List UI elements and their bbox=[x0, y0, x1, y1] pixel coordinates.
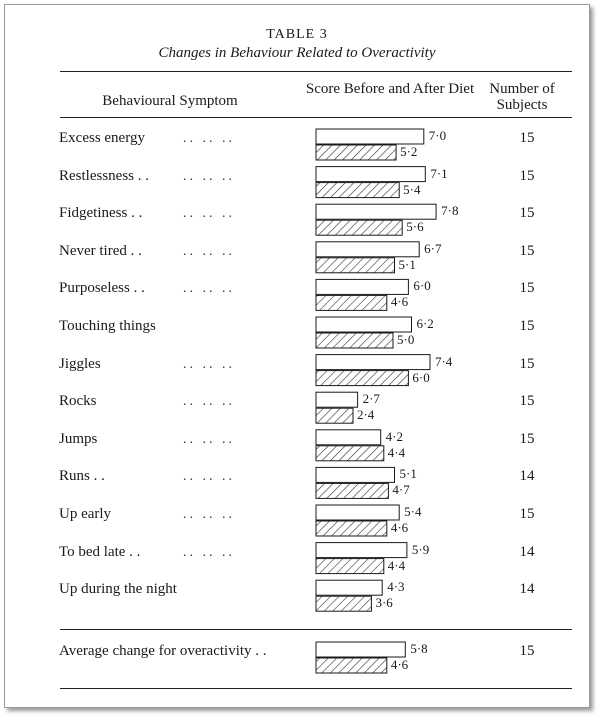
before-bar-purposeless bbox=[316, 279, 408, 294]
subjects-count: 15 bbox=[519, 355, 535, 372]
after-value-up-early: 4·6 bbox=[390, 520, 409, 535]
row-label-up-early: Up early bbox=[59, 506, 112, 522]
subjects-count: 14 bbox=[519, 468, 535, 485]
dot-leader: .. .. .. bbox=[183, 206, 235, 222]
after-value-to-bed-late: 4·4 bbox=[387, 557, 406, 573]
after-value-runs: 4·7 bbox=[392, 482, 410, 498]
row-label-average-change-for-overactivity: Average change for overactivity . . bbox=[59, 643, 267, 659]
row-label-fidgetiness: Fidgetiness . . bbox=[59, 205, 143, 222]
dot-leader: .. .. .. bbox=[183, 507, 235, 522]
after-bar-jiggles bbox=[316, 371, 408, 386]
before-value-jumps: 4·2 bbox=[385, 428, 404, 444]
before-value-average-change-for-overactivity: 5·8 bbox=[410, 641, 428, 656]
before-bar-to-bed-late bbox=[316, 543, 407, 558]
after-bar-jumps bbox=[316, 446, 384, 461]
before-value-restlessness: 7·1 bbox=[430, 165, 448, 181]
table-caption: Changes in Behaviour Related to Overactivity bbox=[158, 45, 436, 61]
before-value-excess-energy: 7·0 bbox=[428, 128, 447, 143]
after-value-fidgetiness: 5·6 bbox=[406, 219, 424, 235]
dot-leader: .. .. .. bbox=[183, 243, 235, 259]
dot-leader: .. .. .. bbox=[183, 544, 235, 560]
dot-leader: .. .. .. bbox=[183, 131, 235, 146]
after-bar-purposeless bbox=[316, 295, 387, 310]
after-bar-to-bed-late bbox=[316, 559, 384, 574]
subjects-count: 15 bbox=[519, 318, 535, 334]
row-label-rocks: Rocks bbox=[59, 393, 97, 410]
row-label-excess-energy: Excess energy bbox=[59, 130, 145, 146]
dot-leader: .. .. .. bbox=[183, 394, 235, 410]
before-bar-jiggles bbox=[316, 355, 430, 370]
after-bar-up-early bbox=[316, 521, 387, 536]
after-value-up-during-the-night: 3·6 bbox=[375, 595, 393, 611]
after-value-restlessness: 5·4 bbox=[403, 181, 421, 197]
after-bar-restlessness bbox=[316, 183, 399, 198]
header-symptom: Behavioural Symptom bbox=[102, 93, 238, 109]
after-value-never-tired: 5·1 bbox=[398, 256, 416, 272]
before-bar-excess-energy bbox=[316, 129, 424, 144]
after-value-jiggles: 6·0 bbox=[412, 369, 430, 385]
subjects-count: 15 bbox=[519, 643, 535, 659]
before-value-to-bed-late: 5·9 bbox=[411, 541, 430, 557]
header-subjects: Number of Subjects bbox=[489, 81, 555, 113]
after-value-jumps: 4·4 bbox=[387, 444, 406, 460]
score-bar-chart bbox=[5, 5, 589, 707]
subjects-count: 15 bbox=[519, 205, 535, 222]
row-label-runs: Runs . . bbox=[59, 468, 105, 485]
row-label-restlessness: Restlessness . . bbox=[59, 167, 149, 184]
after-bar-fidgetiness bbox=[316, 220, 402, 235]
dot-leader: .. .. .. bbox=[183, 469, 235, 485]
after-value-touching-things: 5·0 bbox=[397, 332, 415, 347]
header-score: Score Before and After Diet bbox=[305, 81, 475, 97]
dot-leader: .. .. .. bbox=[183, 168, 235, 184]
subjects-count: 15 bbox=[519, 167, 535, 184]
subjects-count: 14 bbox=[519, 543, 535, 560]
after-bar-average-change-for-overactivity bbox=[316, 658, 387, 673]
before-value-fidgetiness: 7·8 bbox=[441, 203, 459, 219]
dot-leader: .. .. .. bbox=[183, 431, 235, 447]
subjects-count: 14 bbox=[519, 581, 535, 598]
after-bar-rocks bbox=[316, 408, 353, 423]
before-value-purposeless: 6·0 bbox=[413, 278, 431, 294]
row-label-never-tired: Never tired . . bbox=[59, 242, 142, 259]
table-page bbox=[4, 4, 590, 708]
before-bar-average-change-for-overactivity bbox=[316, 642, 405, 657]
row-label-purposeless: Purposeless . . bbox=[59, 280, 145, 297]
subjects-count: 15 bbox=[519, 430, 535, 447]
table-label: TABLE 3 bbox=[266, 27, 328, 42]
after-bar-never-tired bbox=[316, 258, 395, 273]
before-bar-jumps bbox=[316, 430, 381, 445]
after-value-purposeless: 4·6 bbox=[390, 294, 409, 310]
after-bar-up-during-the-night bbox=[316, 596, 371, 611]
before-value-runs: 5·1 bbox=[399, 466, 417, 482]
before-value-never-tired: 6·7 bbox=[424, 240, 442, 256]
row-label-jiggles: Jiggles bbox=[59, 355, 101, 372]
before-bar-up-during-the-night bbox=[316, 580, 382, 595]
row-label-to-bed-late: To bed late . . bbox=[59, 543, 141, 560]
before-value-up-early: 5·4 bbox=[404, 504, 422, 519]
after-bar-runs bbox=[316, 483, 388, 498]
subjects-count: 15 bbox=[519, 280, 535, 297]
before-value-up-during-the-night: 4·3 bbox=[387, 579, 405, 595]
dot-leader: .. .. .. bbox=[183, 281, 235, 297]
before-value-jiggles: 7·4 bbox=[434, 353, 453, 369]
row-label-jumps: Jumps bbox=[59, 430, 98, 447]
subjects-count: 15 bbox=[519, 242, 535, 259]
subjects-count: 15 bbox=[519, 393, 535, 410]
subjects-count: 15 bbox=[519, 130, 535, 146]
subjects-count: 15 bbox=[519, 506, 535, 522]
after-bar-excess-energy bbox=[316, 145, 396, 160]
before-value-rocks: 2·7 bbox=[362, 391, 380, 407]
after-value-excess-energy: 5·2 bbox=[400, 144, 418, 159]
before-bar-up-early bbox=[316, 505, 399, 520]
before-bar-touching-things bbox=[316, 317, 412, 332]
dot-leader: .. .. .. bbox=[183, 356, 235, 372]
before-bar-never-tired bbox=[316, 242, 419, 257]
after-value-average-change-for-overactivity: 4·6 bbox=[390, 657, 409, 672]
before-value-touching-things: 6·2 bbox=[416, 316, 434, 331]
after-value-rocks: 2·4 bbox=[356, 407, 375, 423]
row-label-up-during-the-night: Up during the night bbox=[59, 581, 177, 598]
before-bar-fidgetiness bbox=[316, 204, 436, 219]
before-bar-runs bbox=[316, 467, 395, 482]
before-bar-restlessness bbox=[316, 167, 425, 182]
row-label-touching-things: Touching things bbox=[59, 318, 156, 334]
after-bar-touching-things bbox=[316, 333, 393, 348]
before-bar-rocks bbox=[316, 392, 358, 407]
